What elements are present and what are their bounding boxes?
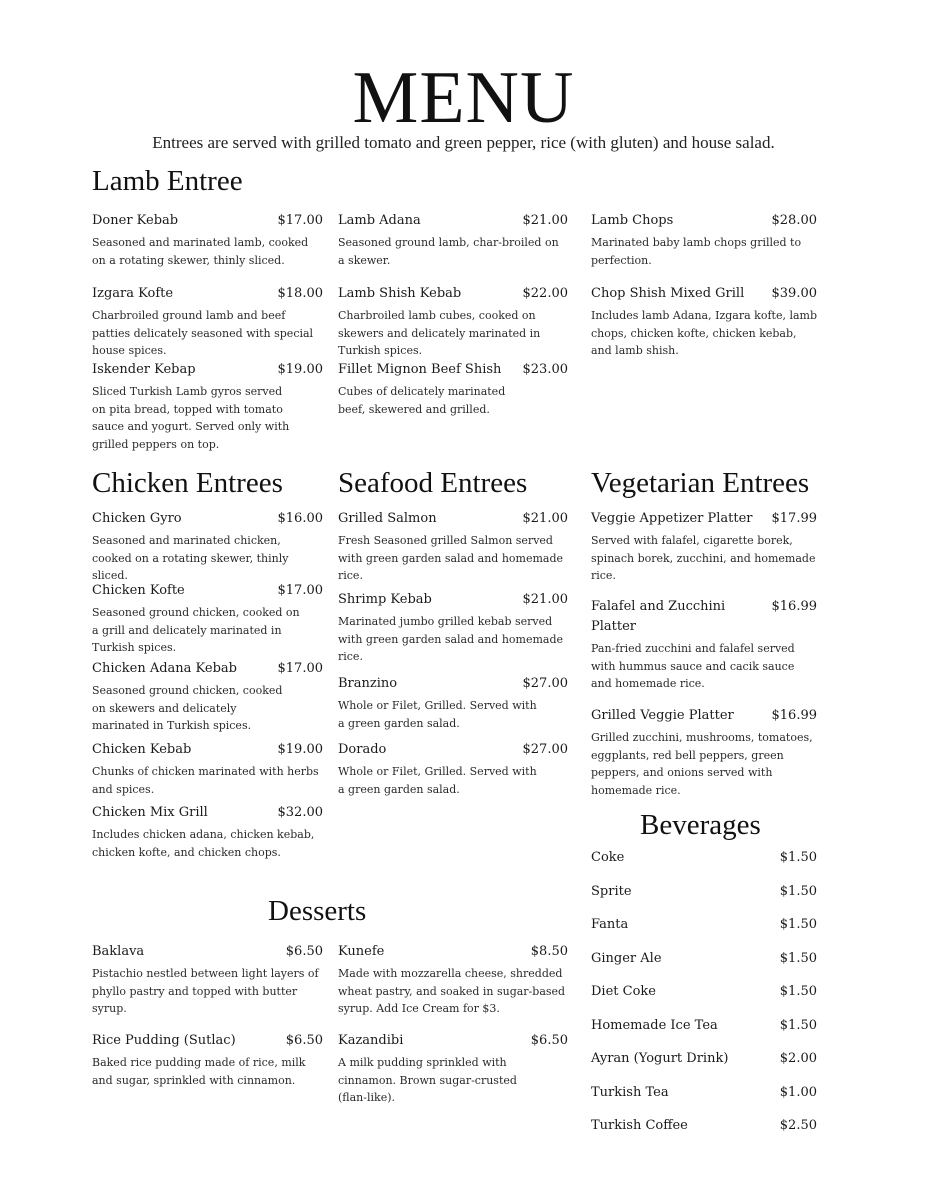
- item-name: Chicken Gyro: [92, 511, 182, 526]
- item-price: $21.00: [522, 213, 568, 228]
- item-price: $16.00: [277, 511, 323, 526]
- item-name: Kazandibi: [338, 1033, 404, 1048]
- lamb-heading: Lamb Entree: [92, 165, 243, 197]
- item-price: $18.00: [277, 286, 323, 301]
- beverage-price: $1.50: [779, 884, 817, 899]
- beverage-name: Sprite: [591, 884, 632, 899]
- beverage-name: Fanta: [591, 917, 629, 932]
- item-name: Iskender Kebap: [92, 362, 196, 377]
- menu-item: [92, 1031, 323, 1089]
- menu-item: [92, 509, 323, 585]
- item-price: $17.00: [277, 583, 323, 598]
- beverage-price: $1.50: [779, 951, 817, 966]
- item-price: $19.00: [277, 742, 323, 757]
- beverage-price: $1.50: [779, 850, 817, 865]
- item-description: Charbroiled ground lamb and beef patties delicately seasoned with special house spices.: [92, 309, 314, 357]
- item-name: Chicken Mix Grill: [92, 805, 208, 820]
- menu-item: [591, 706, 817, 799]
- item-price: $21.00: [522, 592, 568, 607]
- beverage-name: Turkish Tea: [591, 1085, 669, 1100]
- item-description: Includes lamb Adana, Izgara kofte, lamb chops, chicken kofte, chicken kebab, and lamb shish.: [591, 309, 817, 357]
- beverage-name: Diet Coke: [591, 984, 656, 999]
- beverage-row: [591, 1083, 817, 1103]
- item-price: $23.00: [522, 362, 568, 377]
- beverage-row: [591, 1049, 817, 1069]
- desserts-heading: Desserts: [268, 895, 367, 927]
- beverage-price: $2.50: [779, 1118, 817, 1133]
- item-description: Seasoned and marinated lamb, cooked on a rotating skewer, thinly sliced.: [92, 236, 309, 267]
- item-name: Grilled Veggie Platter: [591, 708, 734, 723]
- beverage-row: [591, 949, 817, 969]
- item-price: $6.50: [285, 944, 323, 959]
- seafood-heading: Seafood Entrees: [338, 467, 528, 499]
- item-description: Charbroiled lamb cubes, cooked on skewers and delicately marinated in Turkish spices.: [338, 309, 541, 357]
- item-name: Lamb Shish Kebab: [338, 286, 462, 301]
- item-name: Chop Shish Mixed Grill: [591, 286, 745, 301]
- item-price: $17.00: [277, 661, 323, 676]
- item-description: Whole or Filet, Grilled. Served with a green garden salad.: [338, 699, 537, 730]
- item-name: Doner Kebab: [92, 213, 179, 228]
- beverage-price: $1.50: [779, 917, 817, 932]
- item-price: $17.00: [277, 213, 323, 228]
- item-name: Rice Pudding (Sutlac): [92, 1033, 236, 1048]
- item-description: Seasoned ground chicken, cooked on skewers and delicately marinated in Turkish spices.: [92, 684, 283, 732]
- item-price: $21.00: [522, 511, 568, 526]
- beverage-row: [591, 915, 817, 935]
- item-description: Includes chicken adana, chicken kebab, chicken kofte, and chicken chops.: [92, 828, 315, 859]
- item-description: Grilled zucchini, mushrooms, tomatoes, eggplants, red bell peppers, green peppers, and onions served with homemade rice.: [591, 731, 813, 797]
- item-name: Veggie Appetizer Platter: [591, 511, 753, 526]
- menu-item: [338, 211, 568, 269]
- menu-title: MENU: [352, 57, 575, 139]
- item-name: Lamb Chops: [591, 213, 674, 228]
- menu-item: [338, 942, 568, 1018]
- item-name: Grilled Salmon: [338, 511, 437, 526]
- menu-item: [92, 942, 323, 1018]
- beverage-name: Ginger Ale: [591, 951, 662, 966]
- beverage-price: $1.50: [779, 1018, 817, 1033]
- beverage-price: $1.50: [779, 984, 817, 999]
- beverage-name: Coke: [591, 850, 625, 865]
- item-price: $39.00: [771, 286, 817, 301]
- item-name: Dorado: [338, 742, 387, 757]
- item-name: Shrimp Kebab: [338, 592, 432, 607]
- item-price: $6.50: [285, 1033, 323, 1048]
- item-description: Pan-fried zucchini and falafel served with hummus sauce and cacik sauce and homemade rice.: [591, 642, 795, 690]
- item-description: Fresh Seasoned grilled Salmon served with green garden salad and homemade rice.: [338, 534, 564, 582]
- item-price: $16.99: [771, 708, 817, 723]
- item-price: $28.00: [771, 213, 817, 228]
- item-description: Sliced Turkish Lamb gyros served on pita bread, topped with tomato sauce and yogurt. Served only with grilled peppers on top.: [92, 385, 290, 451]
- menu-item: [92, 803, 323, 861]
- menu-item: [338, 509, 568, 585]
- item-name: Lamb Adana: [338, 213, 421, 228]
- menu-item: [92, 740, 323, 798]
- beverage-row: [591, 982, 817, 1002]
- item-description: Made with mozzarella cheese, shredded wheat pastry, and soaked in sugar-based syrup. Add Ice Cream for $3.: [338, 967, 566, 1015]
- beverages-heading: Beverages: [640, 809, 761, 841]
- item-description: Seasoned ground lamb, char-broiled on a skewer.: [338, 236, 559, 267]
- menu-subtitle: Entrees are served with grilled tomato and green pepper, rice (with gluten) and house salad.: [152, 133, 775, 152]
- item-description: Cubes of delicately marinated beef, skewered and grilled.: [338, 385, 506, 416]
- item-name: Chicken Kebab: [92, 742, 192, 757]
- beverage-price: $1.00: [779, 1085, 817, 1100]
- item-price: $17.99: [771, 511, 817, 526]
- item-price: $32.00: [277, 805, 323, 820]
- item-price: $22.00: [522, 286, 568, 301]
- item-price: $19.00: [277, 362, 323, 377]
- item-description: Seasoned ground chicken, cooked on a grill and delicately marinated in Turkish spices.: [92, 606, 300, 654]
- menu-item: [92, 581, 323, 657]
- item-description: A milk pudding sprinkled with cinnamon. Brown sugar-crusted (flan-like).: [338, 1056, 517, 1104]
- menu-item: [591, 284, 817, 360]
- item-name: Izgara Kofte: [92, 286, 174, 301]
- menu-item: [338, 674, 568, 732]
- beverage-name: Turkish Coffee: [591, 1118, 688, 1133]
- menu-item: [591, 509, 817, 585]
- menu-item: [338, 740, 568, 798]
- item-description: Whole or Filet, Grilled. Served with a green garden salad.: [338, 765, 537, 796]
- item-name: Kunefe: [338, 944, 385, 959]
- beverage-row: [591, 882, 817, 902]
- beverage-price: $2.00: [779, 1051, 817, 1066]
- chicken-heading: Chicken Entrees: [92, 467, 283, 499]
- item-description: Seasoned and marinated chicken, cooked on a rotating skewer, thinly sliced.: [92, 534, 289, 582]
- beverage-name: Ayran (Yogurt Drink): [591, 1051, 729, 1066]
- item-price: $27.00: [522, 742, 568, 757]
- menu-item: [92, 659, 323, 735]
- item-price: $6.50: [530, 1033, 568, 1048]
- menu-item: [92, 360, 323, 453]
- item-price: $27.00: [522, 676, 568, 691]
- beverage-row: [591, 848, 817, 868]
- vegetarian-heading: Vegetarian Entrees: [591, 467, 810, 499]
- item-description: Pistachio nestled between light layers of phyllo pastry and topped with butter syrup.: [92, 967, 319, 1015]
- item-name: Falafel and Zucchini Platter: [591, 599, 726, 634]
- menu-item: [338, 360, 568, 418]
- item-price: $16.99: [771, 599, 817, 614]
- item-description: Marinated baby lamb chops grilled to perfection.: [591, 236, 802, 267]
- item-name: Fillet Mignon Beef Shish: [338, 362, 502, 377]
- item-name: Chicken Adana Kebab: [92, 661, 237, 676]
- item-name: Branzino: [338, 676, 398, 691]
- item-description: Chunks of chicken marinated with herbs and spices.: [92, 765, 319, 796]
- menu-item: [92, 211, 323, 269]
- menu-item: [591, 597, 817, 693]
- item-name: Chicken Kofte: [92, 583, 185, 598]
- beverage-row: [591, 1016, 817, 1036]
- menu-item: [338, 1031, 568, 1107]
- beverage-name: Homemade Ice Tea: [591, 1018, 718, 1033]
- item-price: $8.50: [530, 944, 568, 959]
- item-description: Served with falafel, cigarette borek, spinach borek, zucchini, and homemade rice.: [591, 534, 816, 582]
- menu-item: [338, 590, 568, 666]
- item-name: Baklava: [92, 944, 145, 959]
- beverage-row: [591, 1116, 817, 1136]
- menu-item: [338, 284, 568, 360]
- item-description: Baked rice pudding made of rice, milk and sugar, sprinkled with cinnamon.: [92, 1056, 306, 1087]
- menu-item: [591, 211, 817, 269]
- menu-item: [92, 284, 323, 360]
- item-description: Marinated jumbo grilled kebab served with green garden salad and homemade rice.: [338, 615, 564, 663]
